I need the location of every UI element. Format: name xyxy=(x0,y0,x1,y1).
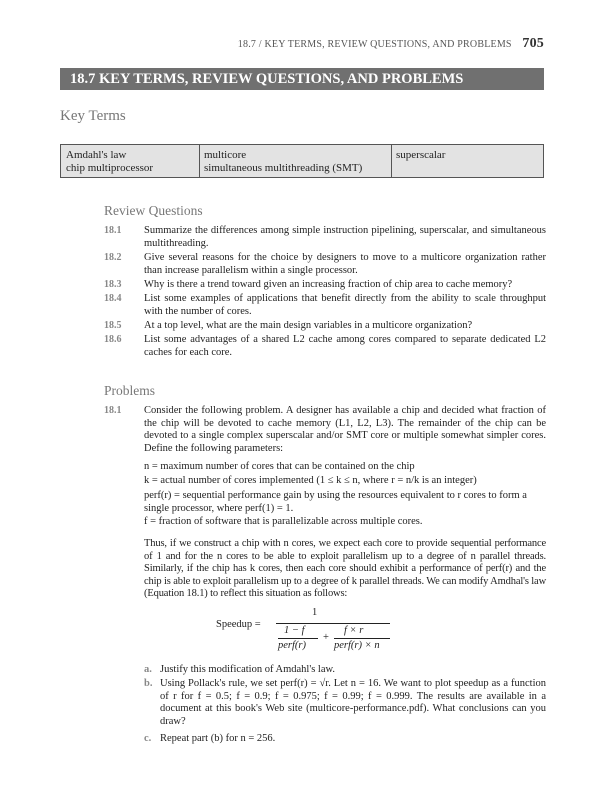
term1-numerator: 1 − f xyxy=(284,625,305,636)
question-number: 18.2 xyxy=(104,252,122,263)
parameter-definition: f = fraction of software that is parallelizable across multiple cores. xyxy=(144,516,423,527)
fraction-bar xyxy=(276,623,390,624)
fraction-bar xyxy=(334,638,390,639)
key-term: multicore xyxy=(204,149,247,161)
problems-heading: Problems xyxy=(104,383,156,398)
question-number: 18.5 xyxy=(104,320,122,331)
question-number: 18.1 xyxy=(104,225,122,236)
review-question xyxy=(104,334,546,359)
question-text: Why is there a trend toward given an increasing fraction of chip area to cache memory? xyxy=(144,279,513,290)
question-number: 18.4 xyxy=(104,293,122,304)
question-text: List some examples of applications that benefit directly from the ability to scale throughput with the number of cores. xyxy=(144,293,546,317)
review-question xyxy=(104,279,546,292)
review-question xyxy=(104,320,546,333)
problem-number: 18.1 xyxy=(104,405,122,416)
key-term: Amdahl's law xyxy=(66,149,127,161)
problem-subpart xyxy=(144,664,546,677)
section-title: 18.7 KEY TERMS, REVIEW QUESTIONS, AND PROBLEMS xyxy=(60,68,544,90)
question-text: List some advantages of a shared L2 cache among cores compared to separate dedicated L2 caches for each core. xyxy=(144,334,546,358)
speedup-formula xyxy=(216,607,396,651)
running-head xyxy=(0,36,544,52)
key-terms-table xyxy=(60,144,544,178)
parameter-definition: perf(r) = sequential performance gain by using the resources equivalent to r cores to form a single processor, where perf(1) = 1. xyxy=(144,490,527,514)
parameter-definition: k = actual number of cores implemented (1 ≤ k ≤ n, where r = n/k is an integer) xyxy=(144,475,477,486)
term2-numerator: f × r xyxy=(344,625,364,636)
running-title: 18.7 / KEY TERMS, REVIEW QUESTIONS, AND PROBLEMS xyxy=(237,39,512,50)
terms-column-2 xyxy=(204,149,362,175)
plus-sign: + xyxy=(323,632,329,643)
question-number: 18.6 xyxy=(104,334,122,345)
question-text: Summarize the differences among simple instruction pipelining, superscalar, and simultaneous multithreading. xyxy=(144,225,546,249)
formula-numerator: 1 xyxy=(312,607,318,618)
review-question xyxy=(104,225,546,250)
subpart-label: c. xyxy=(144,733,152,744)
question-text: At a top level, what are the main design variables in a multicore organization? xyxy=(144,320,473,331)
terms-column-1 xyxy=(66,149,153,175)
term2-denominator: perf(r) × n xyxy=(334,640,380,651)
key-term: superscalar xyxy=(396,149,446,161)
problem-body: Thus, if we construct a chip with n cores, we expect each core to provide sequential performance of 1 and for the n cores to be able to exploit parallelism up to a degree of n parallel threads. Similarly, if the chip has k cores, then each core should exhibit a performance of perf(r) and the chip is able to exploit parallelism up to a degree of k parallel threads. We can modify Amdhal's law (Equation 18.1) to reflect this situation as follows: xyxy=(144,538,546,599)
parameter-definition: n = maximum number of cores that can be contained on the chip xyxy=(144,461,415,472)
key-terms-heading: Key Terms xyxy=(60,108,126,124)
subpart-text: Using Pollack's rule, we set perf(r) = √r. Let n = 16. We want to plot speedup as a function of r for f = 0.5; f = 0.9; f = 0.975; f = 0.99; f = 0.999. The results are available in a document at this book's Web site (multicore-performance.pdf). What conclusions can you draw? xyxy=(160,678,546,727)
formula-lhs: Speedup = xyxy=(216,619,261,630)
subpart-text: Justify this modification of Amdahl's law. xyxy=(160,664,336,675)
table-divider xyxy=(391,145,392,177)
subpart-label: a. xyxy=(144,664,152,675)
review-question xyxy=(104,293,546,318)
review-question xyxy=(104,252,546,277)
question-number: 18.3 xyxy=(104,279,122,290)
terms-column-3 xyxy=(396,149,445,162)
subpart-text: Repeat part (b) for n = 256. xyxy=(160,733,276,744)
fraction-bar xyxy=(278,638,318,639)
subpart-label: b. xyxy=(144,678,153,689)
problem-subpart xyxy=(144,678,546,728)
question-text: Give several reasons for the choice by designers to move to a multicore organization rather than increase parallelism within a single processor. xyxy=(144,252,546,276)
review-questions-heading: Review Questions xyxy=(104,203,203,218)
problem-intro: Consider the following problem. A designer has available a chip and decided what fraction of the chip will be devoted to cache memory (L1, L2, L3). The remainder of the chip can be devoted to a single complex superscalar and/or SMT core or multiple somewhat simpler cores. Define the following parameters: xyxy=(144,405,546,454)
table-divider xyxy=(199,145,200,177)
term1-denominator: perf(r) xyxy=(278,640,306,651)
key-term: chip multiprocessor xyxy=(66,162,154,174)
page-number: 705 xyxy=(522,36,544,51)
key-term: simultaneous multithreading (SMT) xyxy=(204,162,363,174)
problem-subpart xyxy=(144,733,546,746)
